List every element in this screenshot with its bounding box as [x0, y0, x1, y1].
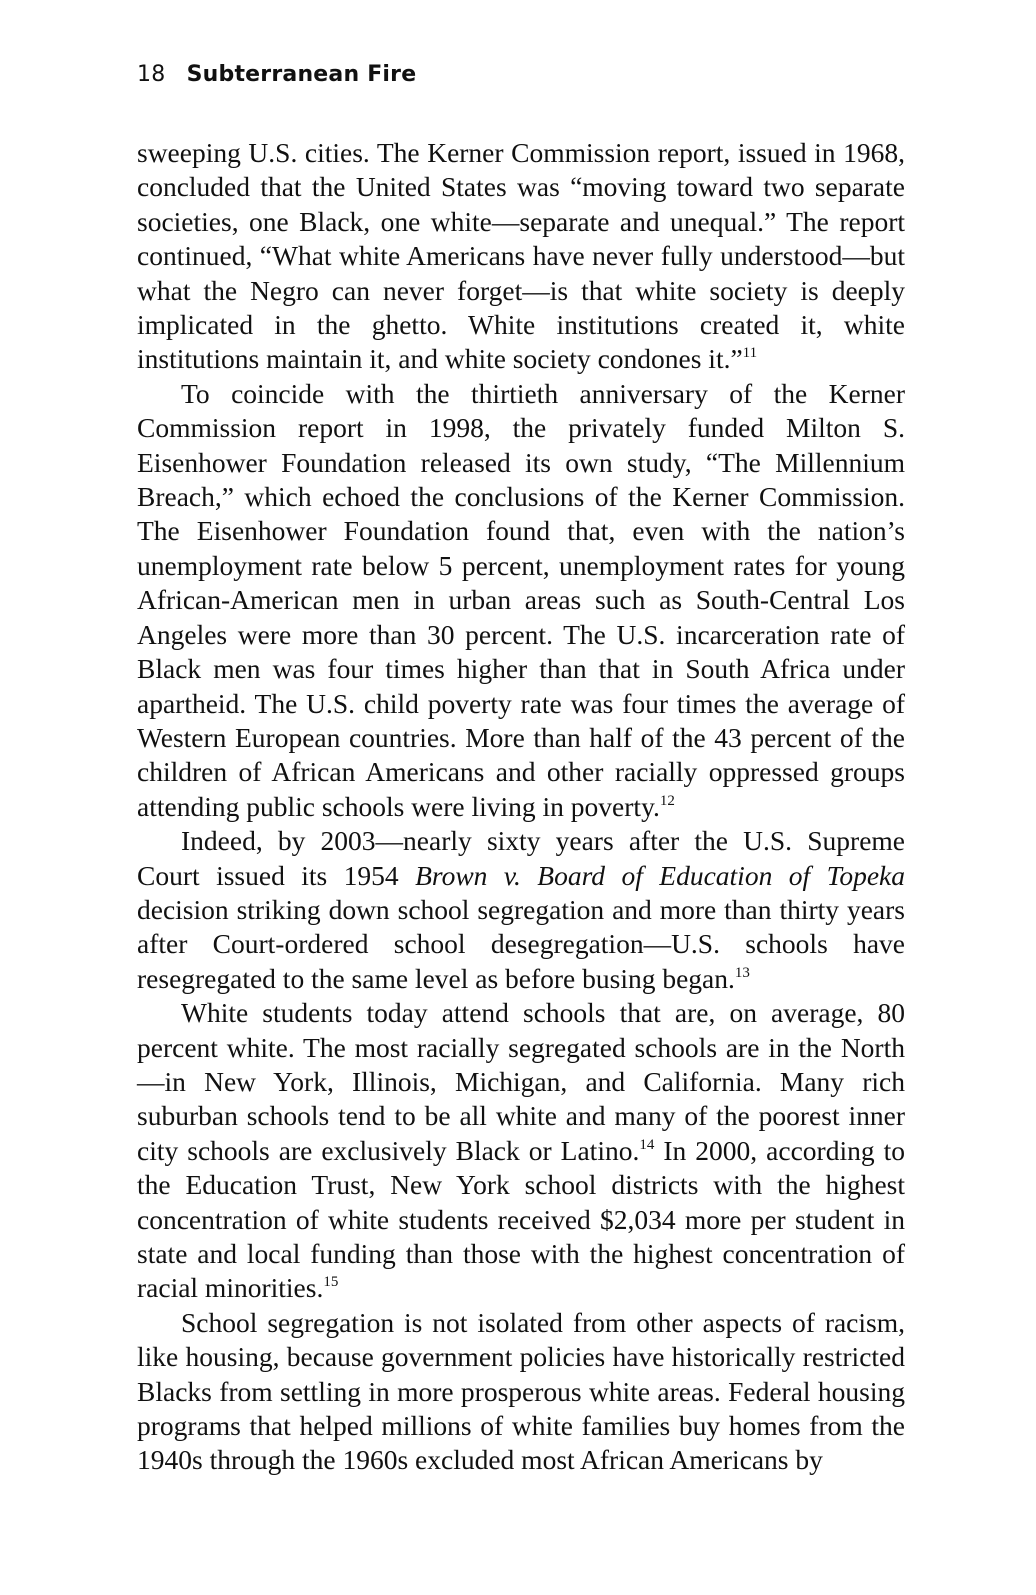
paragraph-text: Indeed, by 2003—nearly sixty years after the U.S. Supreme Court issued its 1954	[137, 825, 905, 891]
paragraph	[137, 996, 905, 1306]
case-name: Brown v. Board of Education of Topeka	[415, 859, 906, 891]
paragraph-text: White students today attend schools that are, on average, 80 percent white. The most racially segregated schools are in the North—in New York, Illinois, Michigan, and California. Many rich suburban schools tend to be all white and many of the poorest inner city schools are exclusively Black or Latino.	[137, 997, 905, 1166]
paragraph-text: School segregation is not isolated from other aspects of racism, like housing, because government policies have historically restricted Blacks from settling in more prosperous white areas. Federal housing programs that helped millions of white families buy homes from the 1940s through the 1960s excluded most African Americans by	[137, 1306, 905, 1476]
paragraph	[137, 824, 905, 996]
running-head	[137, 62, 416, 87]
book-title: Subterranean Fire	[186, 62, 417, 87]
paragraph-text: To coincide with the thirtieth anniversary of the Kerner Commission report in 1998, the privately funded Milton S. Eisenhower Foundation released its own study, “The Millennium Breach,” which echoed the conclusions of the Kerner Commission. The Eisenhower Foundation found that, even with the nation’s unemployment rate below 5 percent, unemployment rates for young African-American men in urban areas such as South-Central Los Angeles were more than 30 percent. The U.S. incarceration rate of Black men was four times higher than that in South Africa under apartheid. The U.S. child poverty rate was four times the average of Western European countries. More than half of the 43 percent of the children of African Americans and other racially oppressed groups attending public schools were living in poverty.	[137, 377, 905, 822]
paragraph	[137, 1306, 905, 1478]
paragraph-text: In 2000, according to the Education Trust, New York school districts with the highest concentration of white students received $2,034 more per student in state and local funding than those with the highest concentration of racial minorities.	[137, 1134, 905, 1304]
body-text	[137, 136, 905, 1478]
page-number: 18	[137, 62, 166, 87]
footnote-marker: 15	[323, 1274, 339, 1291]
paragraph-text: sweeping U.S. cities. The Kerner Commission report, issued in 1968, concluded that the United States was “moving toward two separate societies, one Black, one white—separate and unequal.” The report continued, “What white Americans have never fully understood—but what the Negro can never forget—is that white society is deeply implicated in the ghetto. White institutions created it, white institutions maintain it, and white society condones it.”	[137, 137, 905, 375]
footnote-marker: 13	[734, 964, 750, 981]
paragraph-text: decision striking down school segregation and more than thirty years after Court-ordered school desegregation—U.S. schools have resegregated to the same level as before busing began.	[137, 893, 905, 994]
paragraph	[137, 377, 905, 824]
footnote-marker: 11	[742, 345, 758, 362]
paragraph-continued	[137, 136, 905, 377]
footnote-marker: 14	[639, 1136, 655, 1153]
footnote-marker: 12	[659, 792, 675, 809]
